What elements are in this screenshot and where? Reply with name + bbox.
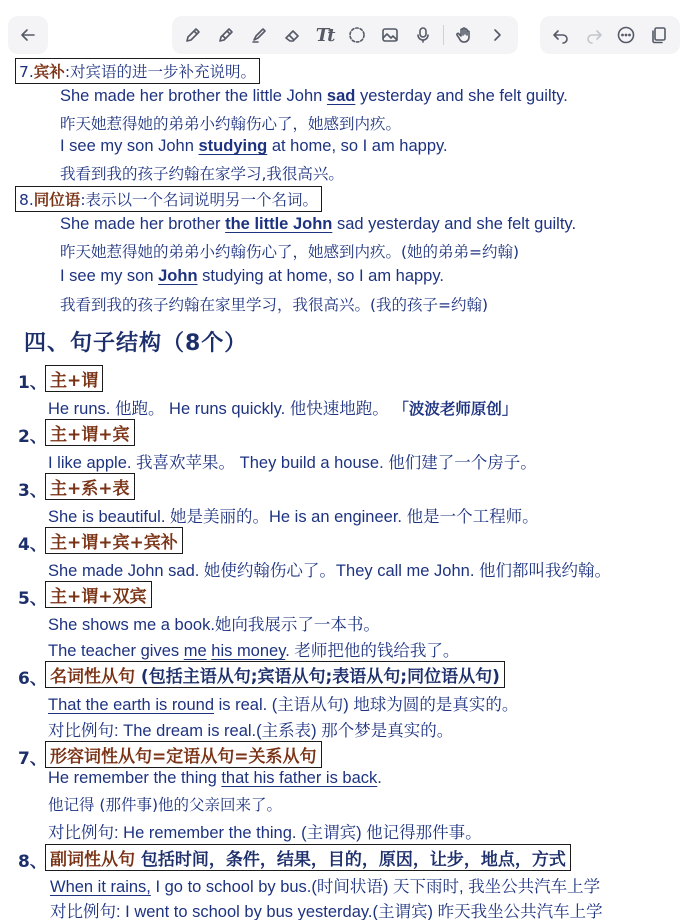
heading-desc: :表示以一个名词说明另一个名词。 [80,191,319,209]
pattern-term: 名词性从句 [50,667,135,687]
pattern-box: 形容词性从句=定语从句=关系从句 [45,741,322,768]
item-number: 7、 [18,749,47,769]
example-sentence [48,637,459,661]
pattern-note: 包括时间，条件，结果，目的，原因，让步，地点，方式 [135,850,566,870]
pattern-box [45,844,571,871]
underlined-word: me [183,642,207,660]
chevron-right-icon[interactable] [484,22,510,48]
more-icon[interactable] [613,22,639,48]
translation: 昨天她惹得她的弟弟小约翰伤心了，她感到内疚。(她的弟弟=约翰) [60,243,520,261]
text: He runs. 他跑。 He runs quickly. 他快速地跑。 [48,400,394,418]
redo-icon[interactable] [581,22,607,48]
translation: 我看到我的孩子约翰在家里学习，我很高兴。(我的孩子=约翰) [60,296,489,314]
example-sentence [48,395,517,419]
pattern-box: 主+谓 [45,365,103,392]
lasso-icon[interactable] [344,22,370,48]
highlighter-icon[interactable] [246,22,272,48]
example-sentence [60,87,568,106]
text: He remember the thing [48,769,222,787]
item-number: 1、 [18,373,47,393]
text: I see my son John [60,137,199,155]
example-sentence: I like apple. 我喜欢苹果。 They build a house. 他们建了一个房子。 [48,454,537,472]
toolbar [0,0,690,56]
translation: 昨天她惹得她的弟弟小约翰伤心了，她感到内疚。 [60,115,402,133]
heading-term: 宾补 [33,63,65,81]
heading-object-complement [15,58,260,84]
item-number: 3、 [18,481,47,501]
example-sentence: She is beautiful. 她是美丽的。He is an engineer. 他是一个工程师。 [48,508,539,526]
text: She made her brother the little John [60,87,327,105]
pattern-box: 主+谓+宾 [45,419,135,446]
pattern-box: 主+谓+双宾 [45,581,152,608]
text: yesterday and she felt guilty. [355,87,568,105]
history-group [540,16,680,54]
example-sentence [48,769,382,788]
underlined-clause: That the earth is round [48,696,215,714]
underlined-clause: When it rains, [50,878,151,896]
section-title: 四、句子结构（8个） [24,331,248,356]
image-icon[interactable] [377,22,403,48]
translation: 我看到我的孩子约翰在家学习,我很高兴。 [60,165,344,183]
text: . [377,769,382,787]
example-sentence: She shows me a book.她向我展示了一本书。 [48,616,380,634]
pages-icon[interactable] [646,22,672,48]
item-number: 6、 [18,669,47,689]
hand-icon[interactable] [451,22,477,48]
pattern-box: 主+谓+宾+宾补 [45,527,183,554]
text-tool-icon[interactable]: Tt [315,24,334,46]
text: is real. (主语从句) 地球为圆的是真实的。 [214,696,519,714]
underlined-word: his money [211,642,286,660]
text: at home, so I am happy. [267,137,448,155]
author-tag: 「波波老师原创」 [393,400,518,418]
text: I see my son [60,267,159,285]
heading-number: 7. [19,63,34,81]
text: sad yesterday and she felt guilty. [332,215,577,233]
tools-group [172,16,518,54]
item-number: 8、 [18,852,47,872]
pattern-box [45,661,505,688]
underlined-word: the little John [225,215,333,233]
text: The teacher gives [48,642,184,660]
item-number: 4、 [18,535,47,555]
back-arrow-icon[interactable] [15,22,41,48]
heading-term: 同位语 [33,191,81,209]
text: . 老师把他的钱给我了。 [285,642,460,660]
underlined-word: studying [198,137,268,155]
pen-icon[interactable] [180,22,206,48]
heading-desc: :对宾语的进一步补充说明。 [64,63,257,81]
example-sentence [50,873,600,897]
pattern-note: (包括主语从句;宾语从句;表语从句;同位语从句) [135,667,500,687]
example-sentence [60,215,576,234]
eraser-icon[interactable] [279,22,305,48]
translation: 他记得 (那件事)他的父亲回来了。 [48,796,283,814]
microphone-icon[interactable] [410,22,436,48]
heading-appositive [15,186,322,212]
underlined-clause: that his father is back [221,769,378,787]
example-sentence [60,137,448,156]
example-sentence [60,267,444,286]
pattern-box: 主+系+表 [45,473,135,500]
pattern-term: 副词性从句 [50,850,135,870]
item-number: 5、 [18,589,47,609]
comparison-sentence: 对比例句: The dream is real.(主系表) 那个梦是真实的。 [48,722,454,740]
heading-number: 8. [19,191,34,209]
note-canvas[interactable] [0,56,690,920]
underlined-word: sad [326,87,356,105]
text: studying at home, so I am happy. [197,267,444,285]
comparison-sentence: 对比例句: I went to school by bus yesterday.(主谓宾) 昨天我坐公共汽车上学 [50,903,603,920]
undo-icon[interactable] [548,22,574,48]
text: She made her brother [60,215,226,233]
item-number: 2、 [18,427,47,447]
underlined-word: John [158,267,198,285]
pencil-icon[interactable] [213,22,239,48]
example-sentence: She made John sad. 她使约翰伤心了。They call me John. 他们都叫我约翰。 [48,562,611,580]
example-sentence [48,691,518,715]
back-group [8,16,48,54]
toolbar-separator [443,25,444,45]
comparison-sentence: 对比例句: He remember the thing. (主谓宾) 他记得那件事。 [48,824,482,842]
text: I go to school by bus.(时间状语) 天下雨时, 我坐公共汽车上学 [150,878,601,896]
